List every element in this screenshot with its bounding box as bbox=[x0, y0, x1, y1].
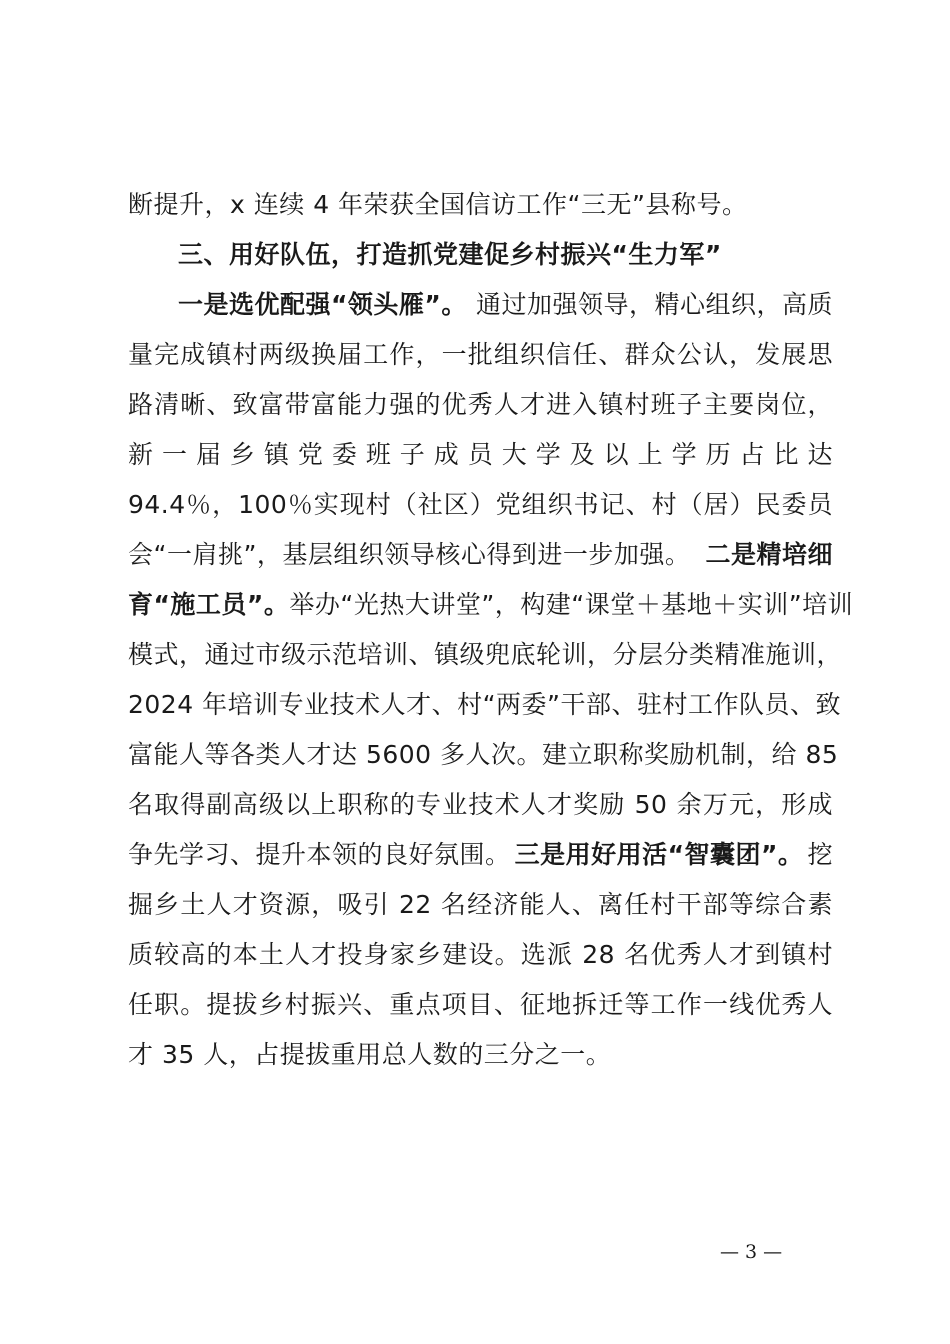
paragraph-line bbox=[128, 590, 854, 620]
text-run: 才 35 人，占提拔重用总人数的三分之一。 bbox=[128, 1040, 612, 1069]
text-run: 断提升，x 连续 4 年荣获全国信访工作“三无”县称号。 bbox=[128, 190, 748, 219]
paragraph-line bbox=[128, 390, 833, 420]
section-heading bbox=[178, 240, 722, 270]
text-run: 新一届乡镇党委班子成员大学及以上学历占比达 bbox=[128, 440, 833, 469]
text-run: 会“一肩挑”，基层组织领导核心得到进一步加强。 bbox=[128, 540, 691, 569]
paragraph-line bbox=[128, 540, 833, 570]
text-run: 争先学习、提升本领的良好氛围。 bbox=[128, 840, 511, 869]
paragraph-line bbox=[128, 940, 833, 970]
subheading-1: 一是选优配强“领头雁”。 bbox=[178, 290, 467, 319]
text-run: 通过加强领导，精心组织，高质 bbox=[475, 290, 833, 319]
page-number: — 3 — bbox=[720, 1241, 783, 1263]
paragraph-line bbox=[128, 490, 833, 520]
text-run: 举办“光热大讲堂”，构建“课堂＋基地＋实训”培训 bbox=[289, 590, 854, 619]
text-run: 名取得副高级以上职称的专业技术人才奖励 50 余万元，形成 bbox=[128, 790, 833, 819]
text-run: 量完成镇村两级换届工作，一批组织信任、群众公认，发展思 bbox=[128, 340, 833, 369]
paragraph-line bbox=[128, 440, 833, 470]
paragraph-line bbox=[128, 840, 833, 870]
text-run: 任职。提拔乡村振兴、重点项目、征地拆迁等工作一线优秀人 bbox=[128, 990, 833, 1019]
paragraph-line bbox=[128, 990, 833, 1020]
paragraph-line bbox=[128, 690, 841, 720]
text-run: 质较高的本土人才投身家乡建设。选派 28 名优秀人才到镇村 bbox=[128, 940, 833, 969]
subheading-3: 三是用好用活“智囊团”。 bbox=[514, 840, 804, 869]
paragraph-line bbox=[128, 1040, 611, 1070]
section-heading-text: 三、用好队伍，打造抓党建促乡村振兴“生力军” bbox=[178, 240, 722, 269]
paragraph-line bbox=[128, 790, 833, 820]
text-run: 路清晰、致富带富能力强的优秀人才进入镇村班子主要岗位， bbox=[128, 390, 833, 419]
paragraph-line bbox=[128, 190, 747, 220]
text-run: 模式，通过市级示范培训、镇级兜底轮训，分层分类精准施训， bbox=[128, 640, 843, 669]
paragraph-line bbox=[128, 640, 843, 670]
text-run: 富能人等各类人才达 5600 多人次。建立职称奖励机制，给 85 bbox=[128, 740, 839, 769]
paragraph-line bbox=[128, 740, 839, 770]
paragraph-line bbox=[128, 340, 833, 370]
paragraph-line bbox=[128, 890, 833, 920]
text-run: 94.4％，100％实现村（社区）党组织书记、村（居）民委员 bbox=[128, 490, 833, 519]
paragraph-line bbox=[178, 290, 833, 320]
text-run: 挖 bbox=[807, 840, 833, 869]
text-run: 2024 年培训专业技术人才、村“两委”干部、驻村工作队员、致 bbox=[128, 690, 841, 719]
subheading-2-start: 二是精培细 bbox=[705, 540, 833, 569]
text-run: 掘乡土人才资源，吸引 22 名经济能人、离任村干部等综合素 bbox=[128, 890, 833, 919]
subheading-2-end: 育“施工员”。 bbox=[128, 590, 290, 619]
